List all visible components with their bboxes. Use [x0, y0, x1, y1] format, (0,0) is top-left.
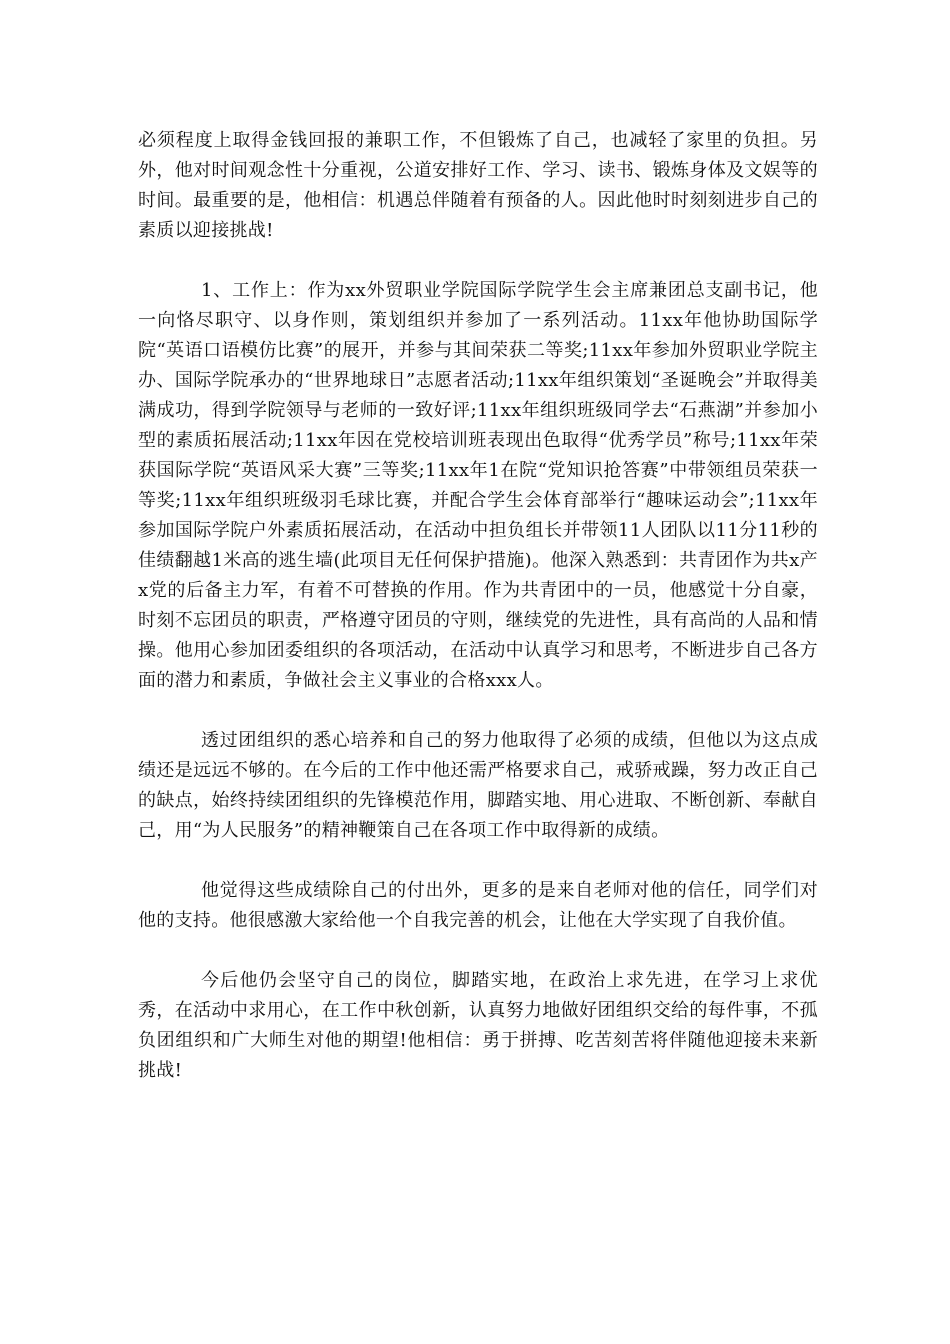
document-body — [138, 126, 818, 1116]
paragraph-self-improvement: 透过团组织的悉心培养和自己的努力他取得了必须的成绩，但他以为这点成绩还是远远不够的。在今后的工作中他还需严格要求自己，戒骄戒躁，努力改正自己的缺点，始终持续团组织的先锋模范作用，脚踏实地、用心进取、不断创新、奉献自己，用“为人民服务”的精神鞭策自己在各项工作中取得新的成绩。 — [138, 730, 818, 841]
paragraph-gratitude: 他觉得这些成绩除自己的付出外，更多的是来自老师对他的信任，同学们对他的支持。他很感激大家给他一个自我完善的机会，让他在大学实现了自我价值。 — [138, 880, 818, 931]
paragraph-continuation: 必须程度上取得金钱回报的兼职工作，不但锻炼了自己，也减轻了家里的负担。另外，他对时间观念性十分重视，公道安排好工作、学习、读书、锻炼身体及文娱等的时间。最重要的是，他相信：机遇总伴随着有预备的人。因此他时时刻刻进步自己的素质以迎接挑战! — [138, 130, 818, 241]
paragraph-work-achievements: 1、工作上：作为xx外贸职业学院国际学院学生会主席兼团总支副书记，他一向恪尽职守、以身作则，策划组织并参加了一系列活动。11xx年他协助国际学院“英语口语模仿比赛”的展开，并参与其间荣获二等奖;11xx年参加外贸职业学院主办、国际学院承办的“世界地球日”志愿者活动;11xx年组织策划“圣诞晚会”并取得美满成功，得到学院领导与老师的一致好评;11xx年组织班级同学去“石燕湖”并参加小型的素质拓展活动;11xx年因在党校培训班表现出色取得“优秀学员”称号;11xx年荣获国际学院“英语风采大赛”三等奖;11xx年1在院“党知识抢答赛”中带领组员荣获一等奖;11xx年组织班级羽毛球比赛，并配合学生会体育部举行“趣味运动会”;11xx年参加国际学院户外素质拓展活动，在活动中担负组长并带领11人团队以11分11秒的佳绩翻越1米高的逃生墙(此项目无任何保护措施)。他深入熟悉到：共青团作为共x产x党的后备主力军，有着不可替换的作用。作为共青团中的一员，他感觉十分自豪，时刻不忘团员的职责，严格遵守团员的守则，继续党的先进性，具有高尚的人品和情操。他用心参加团委组织的各项活动，在活动中认真学习和思考，不断进步自己各方面的潜力和素质，争做社会主义事业的合格xxx人。 — [138, 280, 818, 691]
paragraph-future-commitment: 今后他仍会坚守自己的岗位，脚踏实地，在政治上求先进，在学习上求优秀，在活动中求用心，在工作中秋创新，认真努力地做好团组织交给的每件事，不孤负团组织和广大师生对他的期望!他相信：勇于拼搏、吃苦刻苦将伴随他迎接未来新挑战! — [138, 970, 818, 1081]
